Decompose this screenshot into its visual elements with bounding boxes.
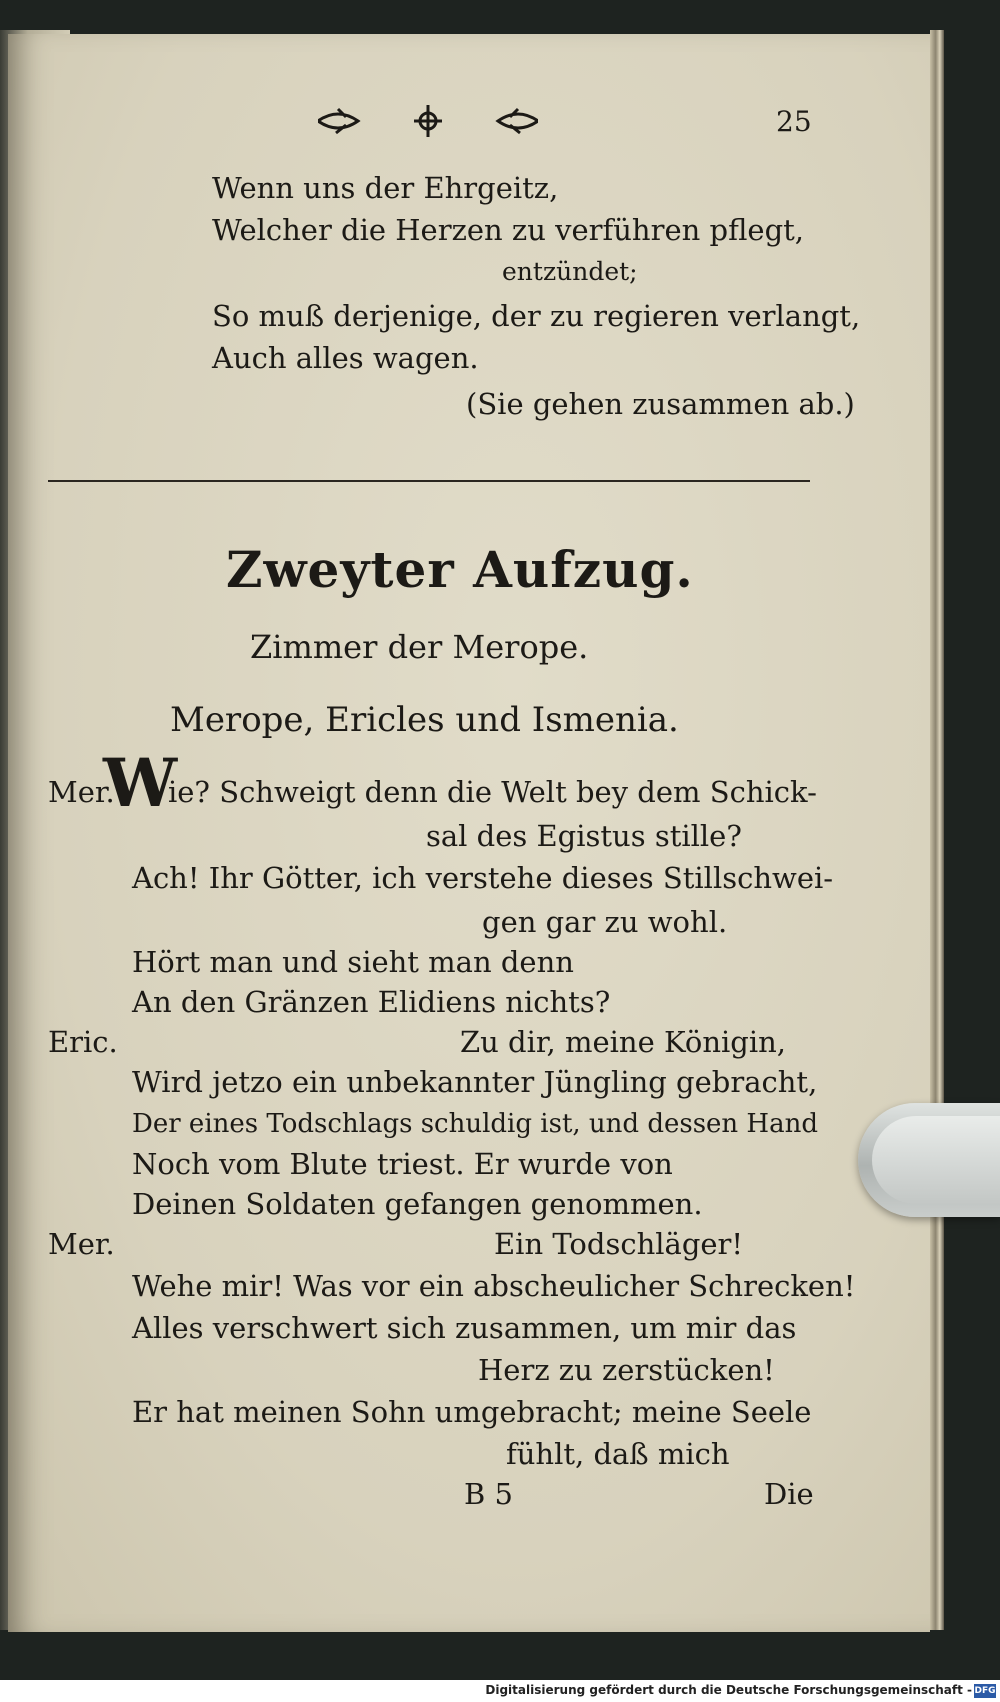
dialogue-line: Der eines Todschlags schuldig ist, und dessen Hand (132, 1109, 818, 1139)
dialogue-line: Herz zu zerstücken! (478, 1353, 775, 1387)
dialogue-line: Hört man und sieht man denn (132, 945, 574, 979)
verse-line: Wenn uns der Ehrgeitz, (212, 171, 559, 205)
dialogue-line: Zu dir, meine Königin, (460, 1025, 787, 1059)
act-title: Zweyter Aufzug. (226, 540, 694, 599)
page-clip-highlight (872, 1116, 1000, 1204)
verse-line: Auch alles wagen. (212, 341, 479, 375)
dialogue-line: Ach! Ihr Götter, ich verstehe dieses Stillschwei- (132, 861, 834, 895)
scene-location: Zimmer der Merope. (250, 628, 589, 666)
verse-line: So muß derjenige, der zu regieren verlangt, (212, 299, 861, 333)
dialogue-line: Noch vom Blute triest. Er wurde von (132, 1147, 673, 1181)
dramatis-personae: Merope, Ericles und Ismenia. (170, 700, 679, 740)
dialogue-line: Er hat meinen Sohn umgebracht; meine Seele (132, 1395, 812, 1429)
dialogue-line: fühlt, daß mich (506, 1437, 730, 1471)
funding-credit: Digitalisierung gefördert durch die Deutsche Forschungsgemeinschaft - (485, 1683, 972, 1697)
dialogue-line: gen gar zu wohl. (482, 905, 728, 939)
digitization-footer (0, 1680, 1000, 1702)
page-edge (930, 30, 944, 1630)
speaker-label: Mer. (48, 1227, 115, 1261)
dialogue-line: Deinen Soldaten gefangen genommen. (132, 1187, 703, 1221)
page-number: 25 (776, 105, 812, 138)
verse-line: Welcher die Herzen zu verführen pflegt, (212, 213, 805, 247)
speaker-label: Eric. (48, 1025, 118, 1059)
dialogue-line: Alles verschwert sich zusammen, um mir das (132, 1311, 797, 1345)
dialogue-line: An den Gränzen Elidiens nichts? (132, 985, 611, 1019)
dialogue-line: Wehe mir! Was vor ein abscheulicher Schrecken! (132, 1269, 856, 1303)
dialogue-line: Ein Todschläger! (494, 1227, 744, 1261)
drop-cap: W (103, 744, 178, 822)
dialogue-line: Wird jetzo ein unbekannter Jüngling gebracht, (132, 1065, 818, 1099)
ornament-icon (318, 101, 538, 141)
signature-mark: B 5 (464, 1477, 513, 1511)
speaker-label: Mer. (48, 775, 115, 809)
dfg-logo-icon: DFG (974, 1686, 996, 1696)
catchword: Die (764, 1477, 814, 1511)
stage-direction: (Sie gehen zusammen ab.) (466, 387, 855, 421)
section-divider (48, 480, 810, 482)
dialogue-line: ie? Schweigt denn die Welt bey dem Schick- (168, 775, 817, 809)
dialogue-line: sal des Egistus stille? (426, 819, 742, 853)
verse-line: entzündet; (502, 257, 638, 286)
